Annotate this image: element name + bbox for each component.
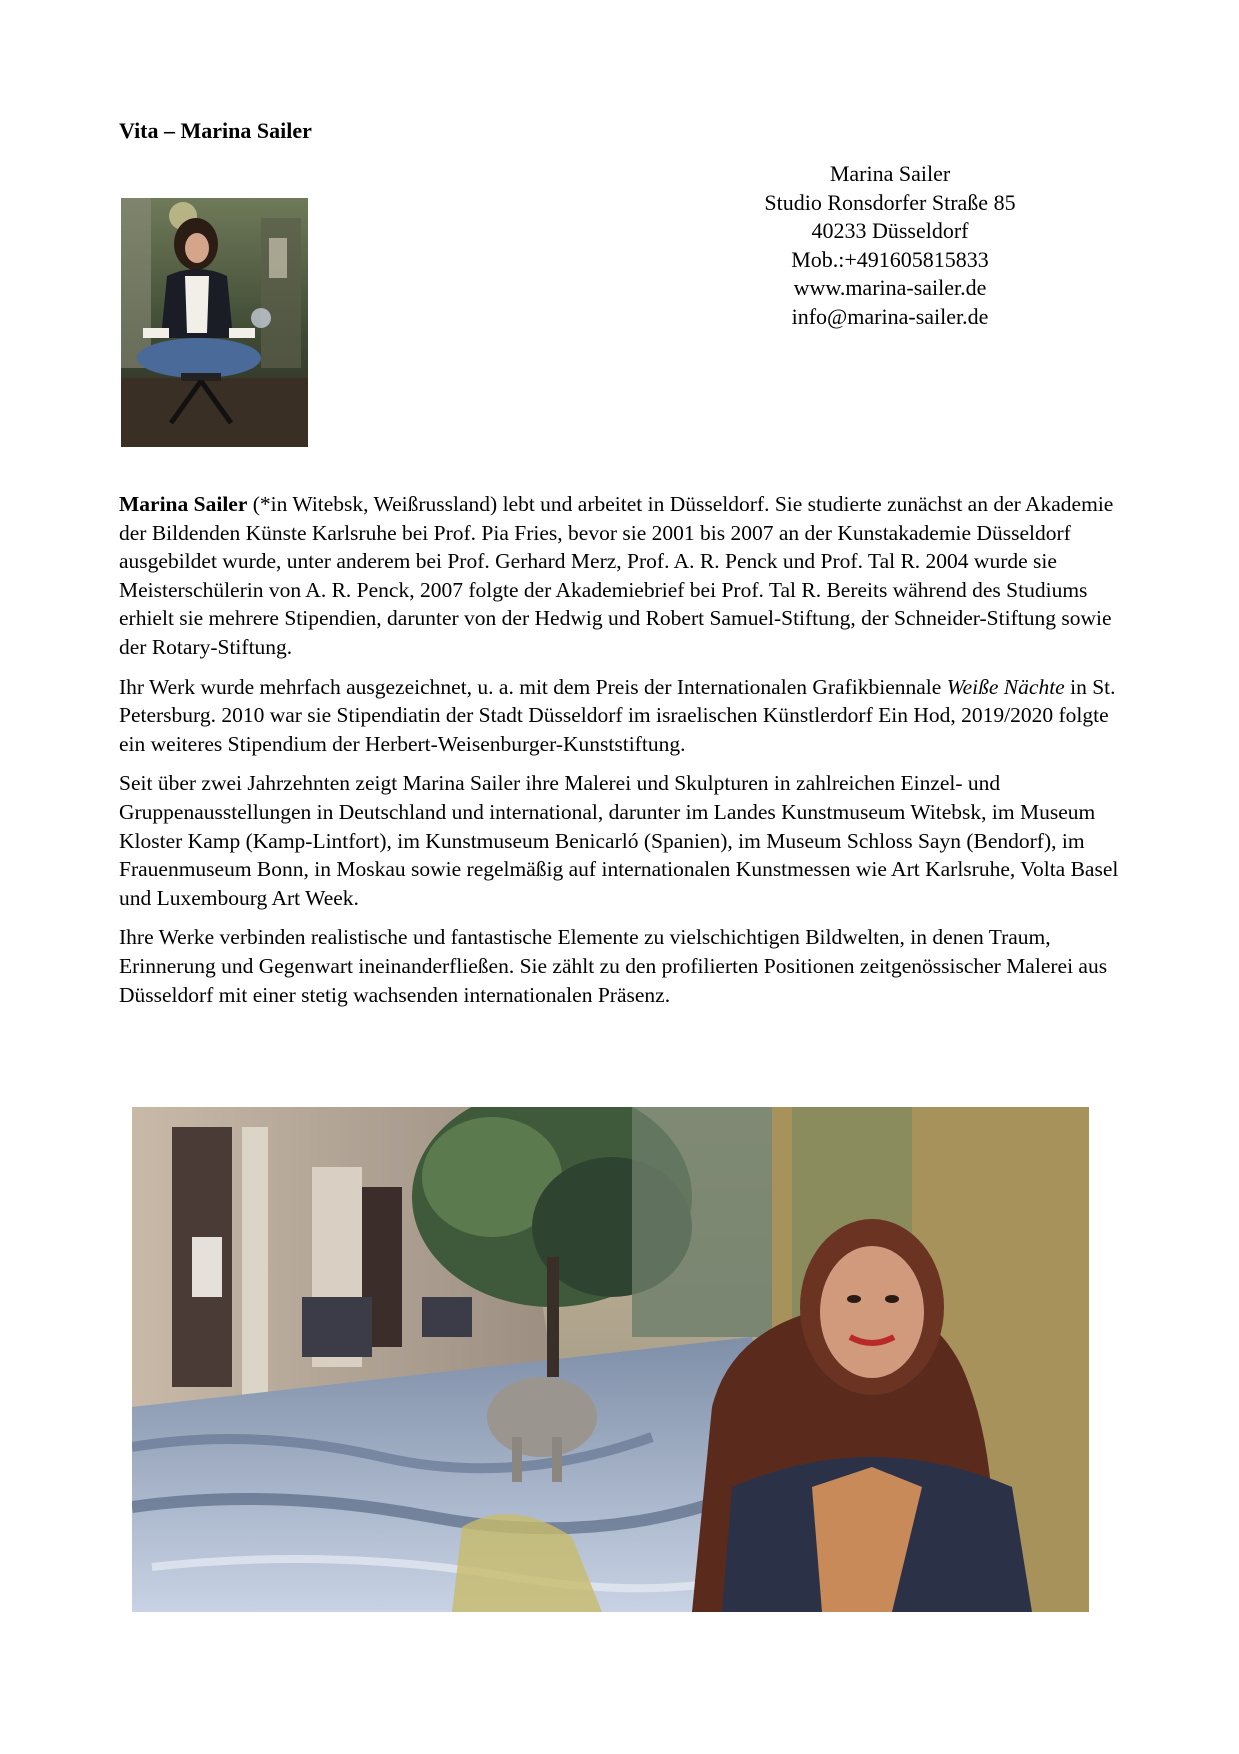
bio-paragraph-2 xyxy=(119,673,1124,759)
contact-name: Marina Sailer xyxy=(829,161,951,186)
contact-block xyxy=(680,160,1100,332)
award-title: Weiße Nächte xyxy=(946,674,1065,699)
contact-email: info@marina-sailer.de xyxy=(791,303,989,329)
bio-text-2a: Ihr Werk wurde mehrfach ausgezeichnet, u. a. mit dem Preis der Internationalen Grafikbiennale xyxy=(119,674,947,699)
contact-city: 40233 Düsseldorf xyxy=(811,218,969,244)
contact-phone: Mob.:+491605815833 xyxy=(791,246,989,272)
bio-text-1: (*in Witebsk, Weißrussland) lebt und arbeitet in Düsseldorf. Sie studierte zunächst an der Akademie der Bildenden Künste Karlsruhe bei Prof. Pia Fries, bevor sie 2001 bis 2007 an der Kunstakademie Düsseldorf ausgebildet wurde, unter anderem bei Prof. Gerhard Merz, Prof. A. R. Penck und Prof. Tal R. 2004 wurde sie Meisterschülerin von A. R. Penck, 2007 folgte der Akademiebrief bei Prof. Tal R. Bereits während des Studiums erhielt sie mehrere Stipendien, darunter von der Hedwig und Robert Samuel-Stiftung, der Schneider-Stiftung sowie der Rotary-Stiftung. xyxy=(119,492,1114,659)
page-title: Vita – Marina Sailer xyxy=(119,118,312,143)
portrait-photo xyxy=(121,198,308,447)
contact-studio: Studio Ronsdorfer Straße 85 xyxy=(764,189,1016,215)
bio-paragraph-4: Ihre Werke verbinden realistische und fantastische Elemente zu vielschichtigen Bildwelten, in denen Traum, Erinnerung und Gegenwart ineinanderfließen. Sie zählt zu den profilierten Positionen zeitgenössischer Malerei aus Düsseldorf mit einer stetig wachsenden internationalen Präsenz. xyxy=(119,925,1108,1007)
contact-website: www.marina-sailer.de xyxy=(793,275,987,301)
bio-paragraph-1 xyxy=(119,490,1124,662)
bio-text-2b: in St. Petersburg. 2010 war sie Stipendiatin der Stadt Düsseldorf im israelischen Künstlerdorf Ein Hod, 2019/2020 folgte ein weiteres Stipendium der Herbert-Weisenburger-Kunststiftung. xyxy=(119,674,1116,756)
artist-name: Marina Sailer xyxy=(119,492,248,516)
biography xyxy=(119,490,1124,1020)
bio-paragraph-3: Seit über zwei Jahrzehnten zeigt Marina Sailer ihre Malerei und Skulpturen in zahlreichen Einzel- und Gruppenausstellungen in Deutschland und international, darunter im Landes Kunstmuseum Witebsk, im Museum Kloster Kamp (Kamp-Lintfort), im Kunstmuseum Benicarló (Spanien), im Museum Schloss Sayn (Bendorf), im Frauenmuseum Bonn, in Moskau sowie regelmäßig auf internationalen Kunstmessen wie Art Karlsruhe, Volta Basel und Luxembourg Art Week. xyxy=(119,771,1119,910)
artist-with-painting-photo xyxy=(132,1107,1089,1612)
